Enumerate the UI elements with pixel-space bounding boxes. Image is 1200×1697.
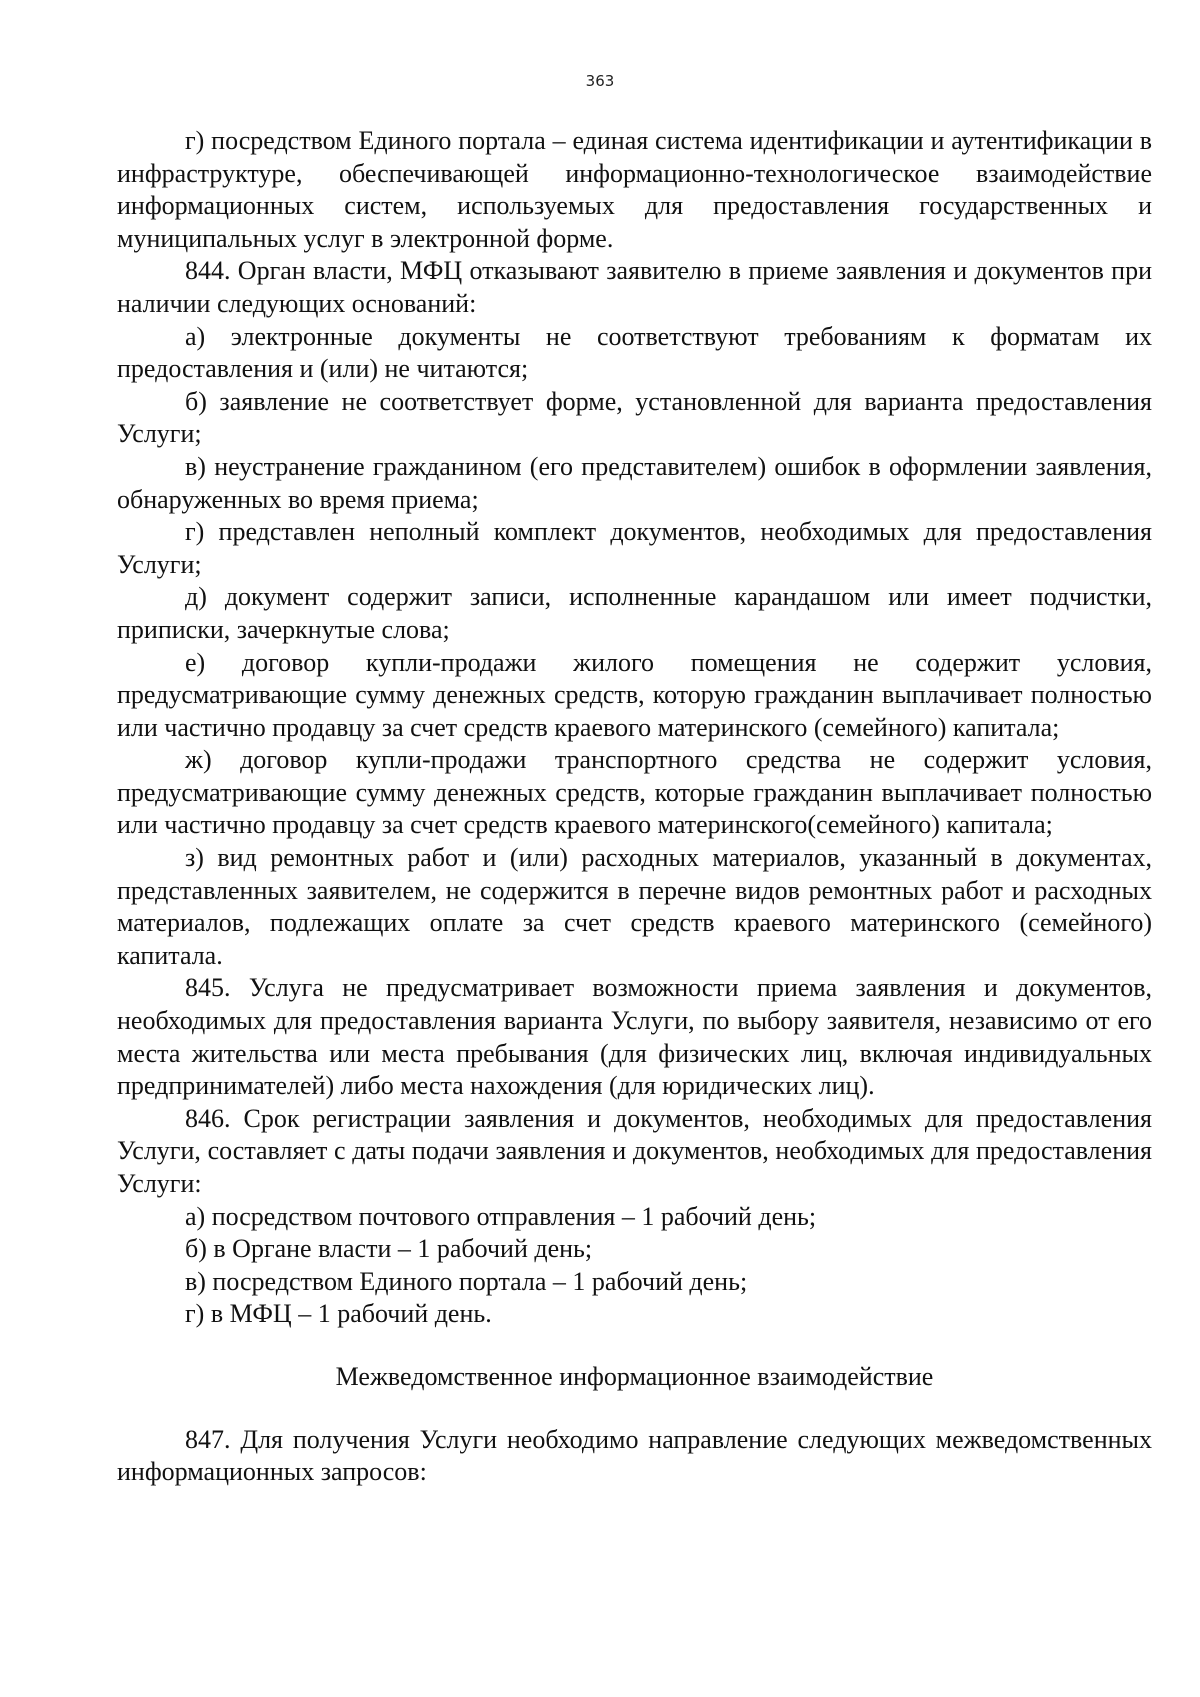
paragraph-846: 846. Срок регистрации заявления и документов, необходимых для предоставления Услуги, составляет с даты подачи заявления и документов, необходимых для предоставления Услуги: bbox=[117, 1103, 1152, 1198]
paragraph-844-z: з) вид ремонтных работ и (или) расходных материалов, указанный в документах, представленных заявителем, не содержится в перечне видов ремонтных работ и расходных материалов, подлежащих оплате за счет средств краевого материнского (семейного) капитала. bbox=[117, 843, 1152, 970]
paragraph-846-v: в) посредством Единого портала – 1 рабочий день; bbox=[185, 1266, 748, 1296]
paragraph-846-a: а) посредством почтового отправления – 1 рабочий день; bbox=[185, 1201, 817, 1231]
paragraph-847: 847. Для получения Услуги необходимо направление следующих межведомственных информационных запросов: bbox=[117, 1424, 1152, 1487]
paragraph-844-v: в) неустранение гражданином (его представителем) ошибок в оформлении заявления, обнаруженных во время приема; bbox=[117, 451, 1152, 514]
paragraph-844: 844. Орган власти, МФЦ отказывают заявителю в приеме заявления и документов при наличии следующих оснований: bbox=[117, 256, 1152, 318]
page-number: 363 bbox=[585, 72, 615, 90]
paragraph-845: 845. Услуга не предусматривает возможности приема заявления и документов, необходимых для предоставления варианта Услуги, по выбору заявителя, независимо от его места жительства или места пребывания (для физических лиц, включая индивидуальных предпринимателей) либо места нахождения (для юридических лиц). bbox=[117, 973, 1152, 1101]
paragraph-g-portal: г) посредством Единого портала – единая система идентификации и аутентификации в инфраструктуре, обеспечивающей информационно-технологическое взаимодействие информационных систем, используемых для предоставления государственных и муниципальных услуг в электронной форме. bbox=[117, 126, 1152, 253]
paragraph-844-e: е) договор купли-продажи жилого помещения не содержит условия, предусматривающие сумму денежных средств, которую гражданин выплачивает полностью или частично продавцу за счет средств краевого материнского (семейного) капитала; bbox=[117, 647, 1152, 742]
paragraph-844-zh: ж) договор купли-продажи транспортного средства не содержит условия, предусматривающие сумму денежных средств, которые гражданин выплачивает полностью или частично продавцу за счет средств краевого материнского(семейного) капитала; bbox=[117, 745, 1152, 840]
document-body bbox=[117, 125, 1152, 1489]
paragraph-844-b: б) заявление не соответствует форме, установленной для варианта предоставления Услуги; bbox=[117, 386, 1152, 449]
paragraph-844-g: г) представлен неполный комплект документов, необходимых для предоставления Услуги; bbox=[117, 517, 1152, 579]
paragraph-846-g: г) в МФЦ – 1 рабочий день. bbox=[185, 1299, 492, 1329]
paragraph-844-a: а) электронные документы не соответствуют требованиям к форматам их предоставления и (или) не читаются; bbox=[117, 321, 1152, 384]
paragraph-846-b: б) в Органе власти – 1 рабочий день; bbox=[185, 1234, 593, 1264]
section-heading: Межведомственное информационное взаимодействие bbox=[335, 1361, 934, 1391]
paragraph-844-d: д) документ содержит записи, исполненные карандашом или имеет подчистки, приписки, зачеркнутые слова; bbox=[117, 582, 1152, 644]
